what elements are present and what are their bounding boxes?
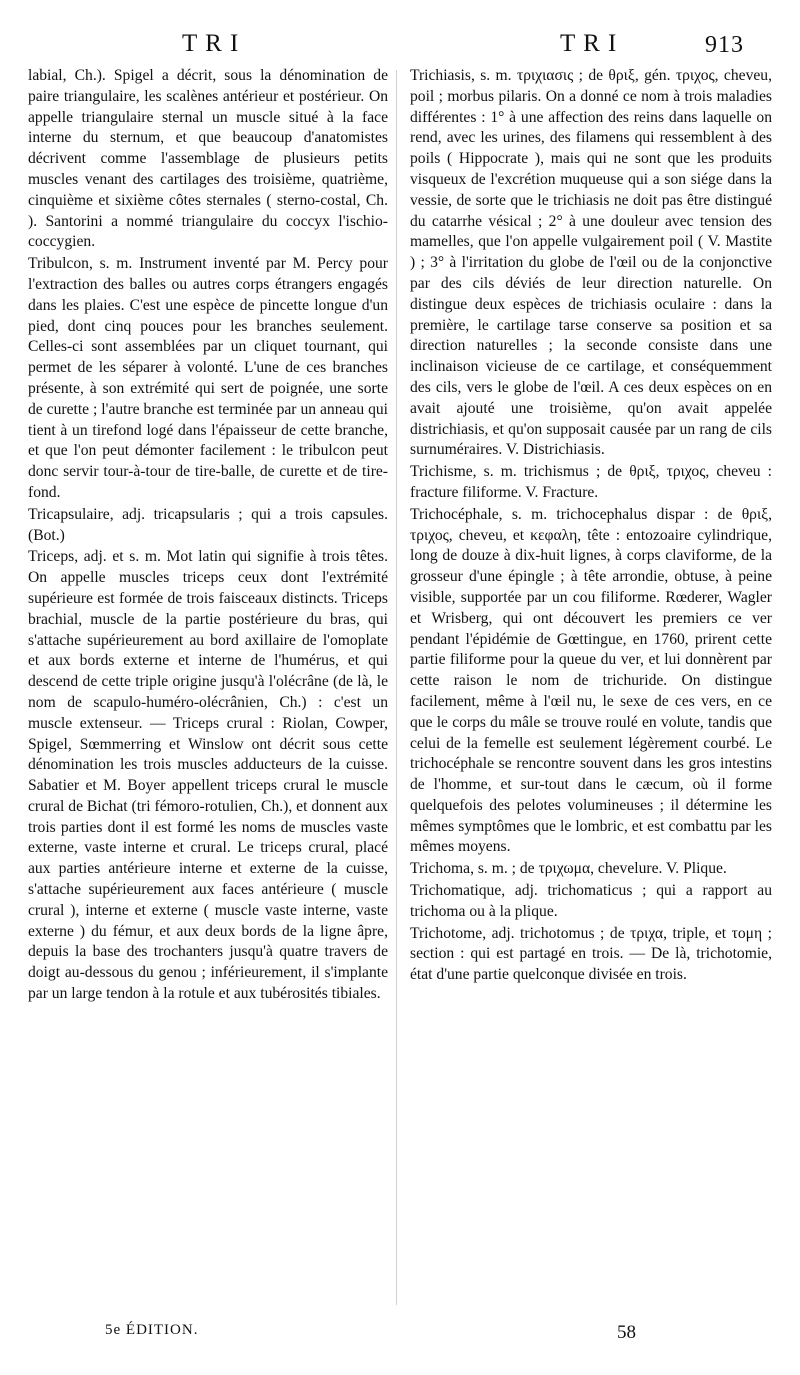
entry-trichotome: Trichotome, adj. trichotomus ; de τριχα, triple, et τομη ; section : qui est partagé en trois. — De là, trichotomie, état d'une partie quelconque divisée en trois.	[410, 924, 772, 984]
entry-trichoma: Trichoma, s. m. ; de τριχωμα, chevelure. V. Plique.	[410, 860, 727, 878]
left-column	[28, 66, 388, 1006]
entry-trichiasis: Trichiasis, s. m. τριχιασις ; de θριξ, gén. τριχος, cheveu, poil ; morbus pilaris. On a donné ce nom à trois maladies différentes : 1° à une affection des reins dans laquelle on rend, avec les urines, des filamens qui ressemblent à des poils ( Hippocrate ), mais qui ne sont que les produits visqueux de l'excrétion muqueuse qui a son siége dans la vessie, de sorte que le trichiasis ne doit pas être distingué du catarrhe vésical ; 2° à une douleur avec tension des mamelles, que l'on appelle vulgairement poil ( V. Mastite ) ; 3° à l'irritation du globe de l'œil ou de la conjonctive par des cils déviés de leur direction naturelle. On distingue deux espèces de trichiasis oculaire : dans la première, le cartilage tarse conserve sa position et sa direction naturelles ; la seconde consiste dans une inclinaison vicieuse de ce cartilage, et conséquemment des cils, vers le globe de l'œil. A ces deux espèces on en avait ajouté une troisième, qu'on avait appelée districhiasis, et qu'on supposait causée par un rang de cils surnuméraires. V. Districhiasis.	[410, 67, 772, 459]
edition-label: 5e ÉDITION.	[105, 1322, 199, 1338]
entry-trichisme: Trichisme, s. m. trichismus ; de θριξ, τριχος, cheveu : fracture filiforme. V. Fracture.	[410, 463, 772, 501]
entry-tricapsulaire: Tricapsulaire, adj. tricapsularis ; qui a trois capsules. (Bot.)	[28, 505, 388, 544]
running-head-left: T R I	[182, 30, 240, 57]
entry-triceps: Triceps, adj. et s. m. Mot latin qui signifie à trois têtes. On appelle muscles triceps ceux dont l'extrémité supérieure est formée de trois faisceaux distincts. Triceps brachial, muscle de la partie postérieure du bras, qui s'attache supérieurement au bord axillaire de l'omoplate et aux bords externe et interne de l'humérus, et qui descend de cette triple origine jusqu'à l'olécrâne (de là, le nom de scapulo-huméro-olécrânien, Ch.) : c'est un muscle extenseur. — Triceps crural : Riolan, Cowper, Spigel, Sœmmerring et Winslow ont décrit sous cette dénomination les trois muscles adducteurs de la cuisse. Sabatier et M. Boyer appellent triceps crural le muscle crural de Bichat (tri fémoro-rotulien, Ch.), et donnent aux trois parties dont il est formé les noms de muscles vaste externe, vaste interne et crural. Le triceps crural, placé aux parties antérieure interne et externe de la cuisse, s'attache supérieurement aux faces antérieure ( muscle crural ), interne et externe ( muscle vaste interne, vaste externe ) du fémur, et aux deux bords de la ligne âpre, depuis la base des trochanters jusqu'à quatre travers de doigt au-dessous du genou ; inférieurement, il s'implante par un large tendon à la rotule et aux tubérosités tibiales.	[28, 548, 388, 1003]
page-number: 913	[705, 32, 744, 58]
entry-tribulcon: Tribulcon, s. m. Instrument inventé par M. Percy pour l'extraction des balles ou autres corps étrangers engagés dans les plaies. C'est une espèce de pincette longue d'un pied, dont cinq pouces pour les branches seulement. Celles-ci sont assemblées par un cliquet tournant, qui permet de les séparer à volonté. L'une de ces branches présente, à son extrémité qui sert de poignée, une sorte de curette ; l'autre branche est terminée par un anneau qui tient à un tirefond logé dans l'épaisseur de cette branche, et que l'on peut démonter facilement : le tribulcon peut donc servir tour-à-tour de tire-balle, de curette et de tire-fond.	[28, 255, 388, 501]
entry-trichomatique: Trichomatique, adj. trichomaticus ; qui a rapport au trichoma ou à la plique.	[410, 882, 772, 920]
running-head-right: T R I	[560, 30, 618, 57]
column-divider	[396, 70, 397, 1305]
entry-paragraph: labial, Ch.). Spigel a décrit, sous la dénomination de paire triangulaire, les scalènes antérieur et postérieur. On appelle triangulaire sternal un muscle situé à la face interne du sternum, et que beaucoup d'anatomistes décrivent comme l'assemblage de plusieurs petits muscles venant des cartilages des troisième, quatrième, cinquième et sixième côtes sternales ( sterno-costal, Ch. ). Santorini a nommé triangulaire du coccyx l'ischio-coccygien.	[28, 67, 388, 251]
right-column	[410, 66, 772, 987]
entry-trichocephale: Trichocéphale, s. m. trichocephalus dispar : de θριξ, τριχος, cheveu, et κεφαλη, tête : entozoaire cylindrique, long de douze à dix-huit lignes, à corps claviforme, de la grosseur d'une épingle ; à tête arrondie, obtuse, à peine visible, supportée par un cou filiforme. Rœderer, Wagler et Wrisberg, qui ont découvert les premiers ce ver pendant l'épidémie de Gœttingue, en 1760, prirent cette partie filiforme pour la queue du ver, et lui donnèrent par cette raison le nom de trichuride. On distingue facilement, même à l'œil nu, le sexe de ces vers, en ce que le corps du mâle se trouve roulé en volute, tandis que celui de la femelle est seulement légèrement courbé. Le trichocéphale se rencontre souvent dans les gros intestins de l'homme, et sur-tout dans le cæcum, où il forme quelquefois des pelotes volumineuses ; il détermine les mêmes symptômes que le lombric, et est combattu par les mêmes moyens.	[410, 505, 772, 856]
page-header	[0, 30, 800, 64]
page-footer	[0, 1322, 800, 1346]
signature-mark: 58	[617, 1322, 636, 1343]
